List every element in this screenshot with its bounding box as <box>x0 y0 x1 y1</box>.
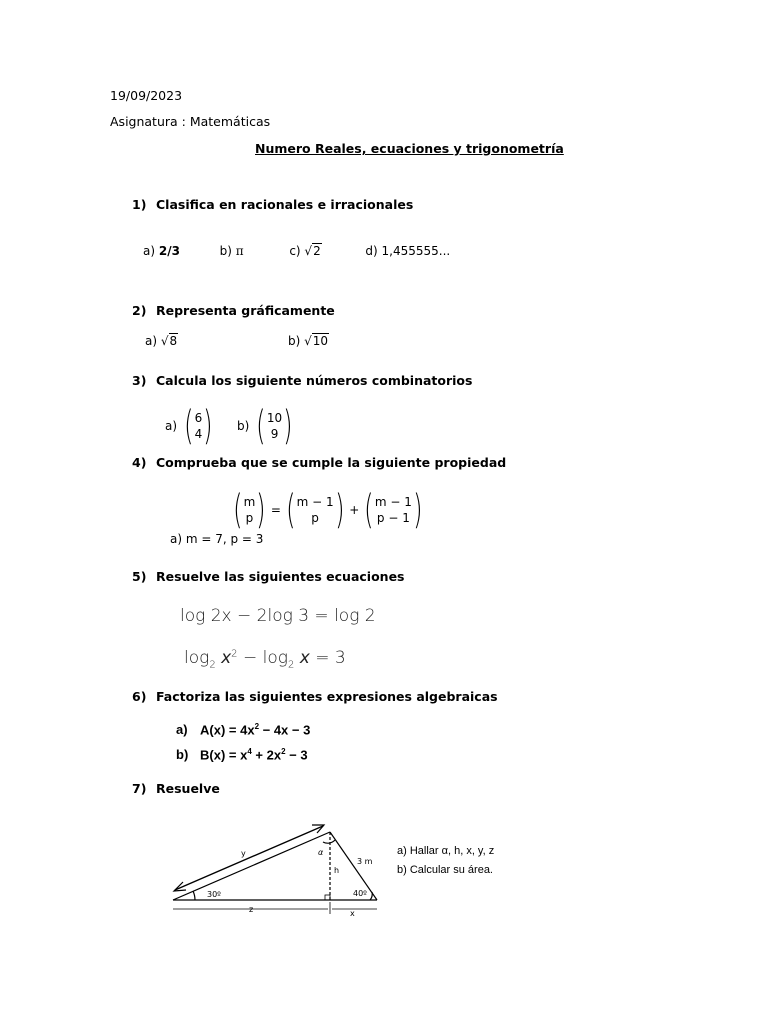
question-number: 3) <box>132 373 147 388</box>
question-6 <box>132 689 498 704</box>
angle-30-arc <box>193 891 195 900</box>
q1-c-value: 2 <box>313 244 321 258</box>
question-number: 2) <box>132 303 147 318</box>
q6-a-label: a) <box>176 722 188 738</box>
q1-d-label: d) <box>365 244 378 258</box>
equals-sign: = <box>270 503 281 517</box>
angle-alpha-arc <box>323 840 335 843</box>
triangle-diagram <box>165 818 395 918</box>
label-z: z <box>249 905 254 914</box>
q2-a <box>145 334 178 348</box>
binom-bottom: p − 1 <box>376 511 410 525</box>
label-40: 40º <box>353 889 367 898</box>
q4-property: ( m p ) = ( m − 1 p ) + ( m − 1 p − 1 ) <box>233 487 423 533</box>
sqrt-icon: √ <box>304 244 313 258</box>
equation-rhs: = 3 <box>315 648 346 668</box>
question-text: Resuelve las siguientes ecuaciones <box>156 569 405 584</box>
binom-bottom: p <box>245 511 254 525</box>
label-3m: 3 m <box>357 857 373 866</box>
q1-d-value: 1,455555... <box>381 244 451 258</box>
q6-a-expr-rest: − 4x − 3 <box>259 722 311 738</box>
question-1 <box>132 197 413 212</box>
question-text: Resuelve <box>156 781 220 796</box>
exponent: 2 <box>281 747 286 756</box>
q1-items <box>143 244 450 258</box>
arrow-y <box>175 826 323 890</box>
question-text: Calcula los siguiente números combinatorios <box>156 373 473 388</box>
exponent: 2 <box>231 648 238 660</box>
q1-b-label: b) <box>219 244 232 258</box>
question-number: 4) <box>132 455 147 470</box>
q1-b-value: π <box>235 244 244 258</box>
label-30: 30º <box>207 890 221 899</box>
arrow-head-right <box>312 825 324 833</box>
binom-top: m <box>243 495 256 509</box>
question-text: Comprueba que se cumple la siguiente propiedad <box>156 455 507 470</box>
question-7 <box>132 781 220 796</box>
question-number: 6) <box>132 689 147 704</box>
q1-a-value: 2/3 <box>158 244 180 258</box>
q6-b <box>176 747 308 762</box>
sqrt-icon: √ <box>304 334 312 348</box>
right-angle-mark <box>325 895 330 900</box>
q6-b-expr: B(x) = x <box>200 747 248 763</box>
label-y: y <box>241 849 246 858</box>
exponent: 4 <box>247 747 252 756</box>
q1-c-label: c) <box>289 244 301 258</box>
q7-item-b: b) Calcular su área. <box>397 864 493 876</box>
q6-b-expr-mid: + 2x <box>251 747 282 763</box>
label-x: x <box>350 909 355 918</box>
hypotenuse-y <box>173 832 330 900</box>
q3-a-label: a) <box>165 419 178 433</box>
question-4 <box>132 455 506 470</box>
question-number: 1) <box>132 197 147 212</box>
log-base: 2 <box>287 659 295 671</box>
page-title: Numero Reales, ecuaciones y trigonometría <box>255 141 564 156</box>
exponent: 2 <box>254 722 260 731</box>
question-number: 5) <box>132 569 147 584</box>
subject: Asignatura : Matemáticas <box>110 114 271 129</box>
q3-a: a) ( 6 4 ) <box>165 403 213 449</box>
binom-top: 10 <box>266 411 283 425</box>
q4-condition: a) m = 7, p = 3 <box>170 532 264 546</box>
q6-b-expr-rest: − 3 <box>285 747 308 763</box>
plus-sign: + <box>349 503 360 517</box>
log-base: 2 <box>209 659 216 671</box>
binom-bottom: 9 <box>270 427 279 441</box>
q2-b <box>288 334 329 348</box>
question-text: Clasifica en racionales e irracionales <box>156 197 414 212</box>
q5-equation-1: log 2x − 2log 3 = log 2 <box>180 606 376 626</box>
label-h: h <box>334 866 340 875</box>
q7-item-a: a) Hallar α, h, x, y, z <box>397 845 495 857</box>
date: 19/09/2023 <box>110 88 183 103</box>
binom-top: m − 1 <box>296 495 334 509</box>
variable: x <box>221 648 232 668</box>
log: log <box>184 648 210 668</box>
binom-bottom: 4 <box>194 427 203 441</box>
q3-b: b) ( 10 9 ) <box>237 403 293 449</box>
q3-b-label: b) <box>237 419 250 433</box>
q2-b-label: b) <box>288 334 301 348</box>
question-number: 7) <box>132 781 147 796</box>
angle-40-arc <box>370 892 372 900</box>
q6-a <box>176 722 310 737</box>
binom-top: 6 <box>194 411 203 425</box>
question-5 <box>132 569 405 584</box>
q2-a-value: 8 <box>169 334 178 348</box>
question-text: Representa gráficamente <box>156 303 335 318</box>
variable: x <box>299 648 310 668</box>
log: log <box>262 648 288 668</box>
q5-equation-2: $\log_2 x^2 - \log_2 x = 3$ <box>184 648 346 671</box>
q2-b-value: 10 <box>312 334 329 348</box>
question-2 <box>132 303 335 318</box>
binom-bottom: p <box>311 511 319 525</box>
label-alpha: α <box>318 848 324 857</box>
sqrt-icon: √ <box>160 334 169 348</box>
q6-a-expr: A(x) = 4x <box>200 722 255 738</box>
binom-top: m − 1 <box>374 495 412 509</box>
question-text: Factoriza las siguientes expresiones algebraicas <box>156 689 498 704</box>
q6-b-label: b) <box>176 747 189 763</box>
q2-a-label: a) <box>145 334 158 348</box>
question-3 <box>132 373 472 388</box>
q1-a-label: a) <box>143 244 156 258</box>
